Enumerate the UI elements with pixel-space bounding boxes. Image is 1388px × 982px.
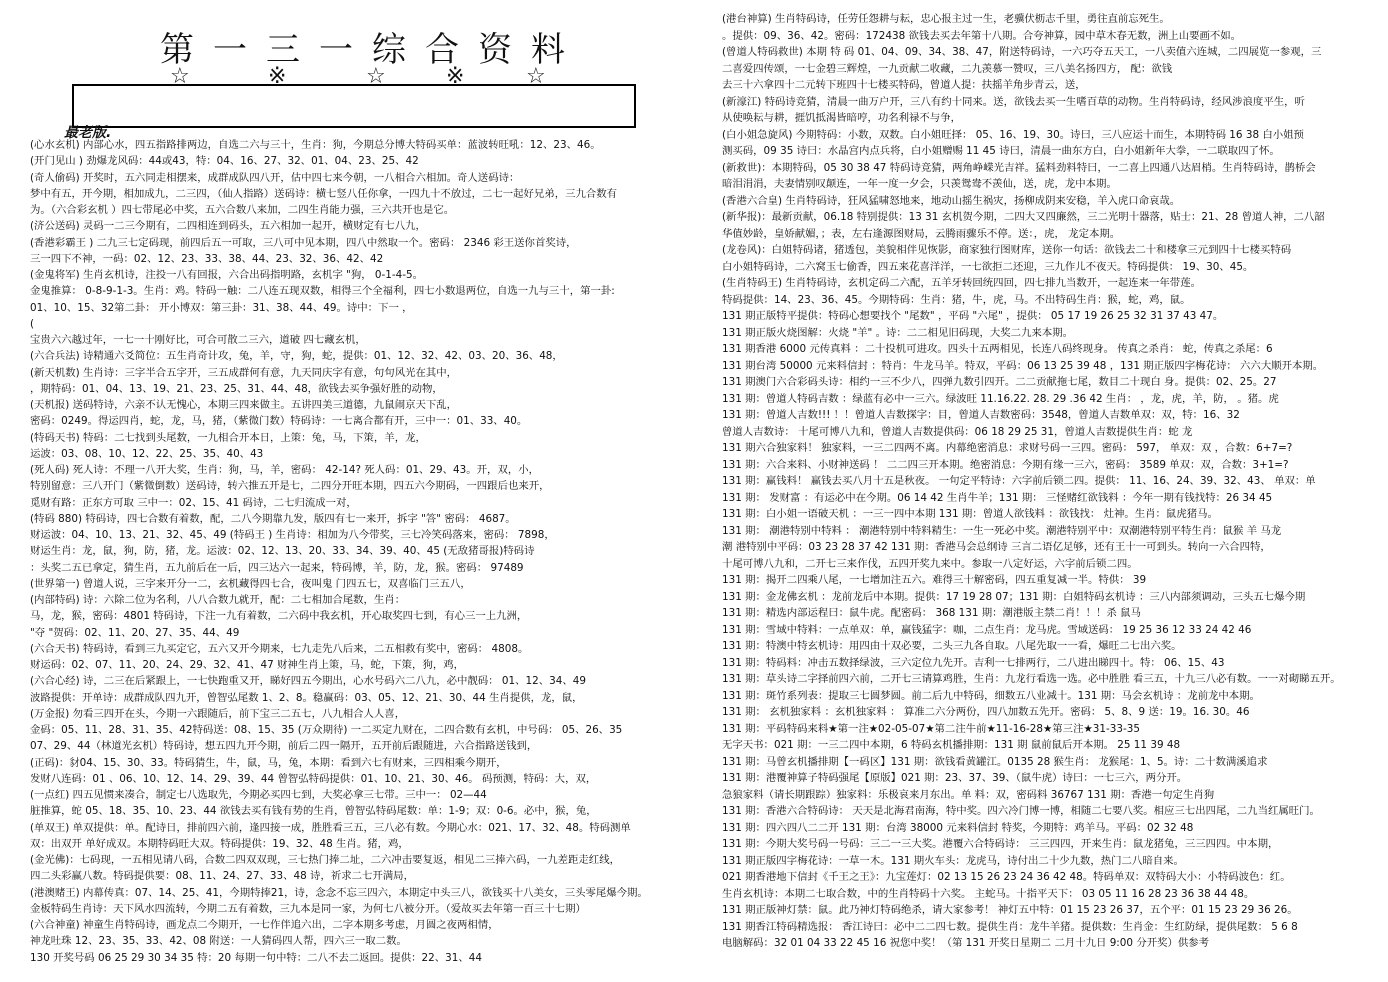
text-line: 四二头彩赢八数。特码提供要：08、11、24、27、33、48 诗，祈求二七开满局，	[30, 870, 414, 883]
text-line: 131 期：特澳中特玄机诗：用四由十双必要，二头三九各自取。八尾先取一一看，爆旺二七出六奖。	[722, 640, 1182, 652]
text-line: 131 期正版火烧图解：火烧 "羊" 。诗：二二相见旧码现，大奖二九来本期。	[722, 326, 1074, 339]
text-line: 双：出双开 单好成双。本期特码旺大双。特码提供：19、32、48 生肖。猪，鸡，	[30, 837, 409, 850]
text-line: 二喜爱四传颂，一七金碧三辉煌，一九贡献二收藏，二九羡慕一赞叹，三八美名扬四方， 配：欲钱	[722, 62, 1173, 75]
text-line: 131 期：今期大奖号码一号码：三二一三大奖。港覆六合特码诗： 三三四四，开来生肖：鼠龙猪兔，三三四四。中本期，	[722, 838, 1279, 850]
text-line: 131 期：赢钱料！ 赢钱去买八月十五是秋夜。 一句定平特诗：六字前后锁二四。提供： 11、16、24、39、32、43、 单双：单	[722, 475, 1316, 487]
text-line: 131 期：香港六合特码诗： 天天是北海君南海，特中奖。四六冷门博一博，相随二七要八奖。相应三七出四尾，二九当红属旺门。	[722, 805, 1320, 817]
text-line: 特码提供：14、23、36、45。今期特码：生肖：猪，牛，虎，马。不出特码生肖：猴，蛇，鸡，鼠。	[722, 293, 1191, 306]
star-icon: ☆	[526, 64, 546, 89]
text-line: 131 期： 发财富 ：有运必中在今期。06 14 42 生肖牛羊；131 期： 三怪赌红欲钱料 ：今年一期有钱找特：26 34 45	[722, 491, 1273, 504]
text-line: (心水玄机) 内部心水，四五指路排两边，自选二六与三十，生肖：狗，今期总分博大特码买单：蓝波转旺吼：12、23、46。	[30, 139, 601, 151]
text-line: 131 期澳门六合彩码头诗：相约一三不少八，四弹九数引四开。二二贡献拖七尾，数目二十现白 身。提供：02、25。27	[722, 376, 1277, 388]
text-line: 。提供：09、36、42。密码：172438 欲钱去买去年第十八期。合夸神算，园中草木春无数，洲上山要画不如。	[722, 29, 1242, 42]
text-line: 从使唤耘与耕，捱饥抵渴皆暗哼，功名利禄不与争，	[722, 112, 961, 124]
text-line: 131 期：曾道人吉数!!! ！！曾道人吉数探字：目，曾道人吉数密码：3548，曾道人吉数单双：双，特：16、32	[722, 409, 1240, 421]
text-line: 131 期：揭开二四乘八尾，一七增加注五六。难得三十解密码，四五重复减一半。特供： 39	[722, 574, 1147, 586]
text-line: 财运码：02、07、11、20、24、29、32、41、47 财神生肖上策，马，蛇，下策，狗，鸡，	[30, 659, 465, 671]
text-line: 131 期正版神灯禁：鼠。此乃神灯特码绝杀，请大家参考！ 神灯五中特：01 15 23 26 37，五个平：01 15 23 29 36 26。	[722, 904, 1298, 916]
text-line: (新救世)：本期特码，05 30 38 47 特码诗竞猜，两角峥嵘光吉祥。猛料劲料特曰，一二喜上四通八达眉梢。生肖特码诗，鹊桥会	[722, 161, 1316, 174]
text-line: (港澳赌王) 内幕传真：07、14、25、41，今期特捧21，诗，念念不忘三四六，本期定中头三八，欲钱买十八美女，三头零尾爆今期。	[30, 886, 648, 899]
text-line: ，期特码：01、04、13、19、21、23、25、31、44、48，欲钱去买争强好胜的动物，	[30, 382, 443, 395]
page-title: 第一三一综合资料	[160, 30, 584, 70]
text-line: 梦中有五，开今期，相加成九，二三四，（仙人指路）送码诗：横七竖八任你拿，一四九十不放过，二七一起好兄弟，三九合数有	[30, 187, 618, 200]
text-line: 脏推算，蛇 05、18、35、10、23、44 欲钱去买有钱有势的生肖，曾智弘特码尾数：单：1-9；双：0-6。必中，猴，兔，	[30, 805, 597, 818]
text-line: 130 开奖号码 06 25 29 30 34 35 特：20 每期一句中特：二八不去二返回。提供：22、31、44	[30, 951, 482, 964]
text-line: 131 期：金龙佛玄机 ：龙前龙后中本期。提供：17 19 28 07；131 期：白姐特码玄机诗 ：三八内部须调动，三头五七爆今期	[722, 590, 1306, 603]
cross-dot-icon: ※	[446, 64, 465, 89]
text-line: (香港六合皇) 生肖特码诗，狂风猛啸怒地来，地动山摇生祸灾，扬柳成阴来安稳，羊入虎口命哀哉。	[722, 194, 1181, 207]
text-line: (六合神童) 神童生肖特码诗，画龙点二今期开，一七作伴追六出，二字本期多考虑，月圆之夜两相情，	[30, 919, 499, 931]
text-line: 金码：05、11、28、31、35、42特码送：08、15、35 (万众期待) 一二买定九财在，二四合数有玄机，中号码： 05、26、35	[30, 724, 623, 736]
text-line: 生肖玄机诗：本期二七取合数，中的生肖特码十六奖。 主蛇马。十指平天下： 03 05 11 16 28 23 36 38 44 48。	[722, 887, 1255, 900]
text-line: 131 期台湾 50000 元来料信封 ：特肖：牛龙马羊。特双，平码：06 13 25 39 48 ，131 期正版四字梅花诗： 六六大顺开本期。	[722, 359, 1324, 372]
text-line: (龙卷风)：白姐特码诸，猪透包，美貌相伴见恢影，商家独行图财库，送你一句话：欲钱去二十和楼拿三元到四十七楼买特码	[722, 244, 1292, 256]
text-line: 潮 港特别中平码：03 23 28 37 42 131 期：香港马会总纲诗 三言二语亿足够，还有王十一可到头。转向一六合四特，	[722, 541, 1271, 553]
text-line: 131 期：马曾玄机播排期【一码区】131 期：欲钱看黄罐江。0135 28 猴生肖： 龙猴尾：1、5。诗：二十数满溪追求	[722, 755, 1268, 768]
text-line: 无字天书：021 期：一三二四中本期，6 特码玄机播排期：131 期 鼠前鼠后开本期。 25 11 39 48	[722, 739, 1181, 751]
text-line: 01、10、15、32第二卦： 开小博双：第三卦：31、38、44、49。诗中：下一 ，	[30, 301, 413, 314]
text-line: 131 期： 玄机独家料 ：玄机独家料 ： 算准二六分两份，四八加数五先开。密码： 5、8、9 送：19。16. 30。46	[722, 706, 1250, 718]
text-line: (金光佛)：七码现，一五相见请八码，合数二四双双现，三七热门捧二址，二六冲击要复返，相见二三捧六码，一九差距走红线，	[30, 854, 620, 866]
text-line: (特码 880) 特码诗，四七合数有着数，配，二八今期靠九发，版四有七一来开，拆字 "答" 密码： 4687。	[30, 512, 516, 525]
text-line: (济公送码) 灵码一二三今期有，二四相连到码头，五六相加一起开，横财定有七八九，	[30, 220, 426, 233]
text-line: (新华报)：最新贡献，06.18 特别提供：13 31 玄机贺今期，二四大又四廉然，三二光明十器落，贴士：21、28 曾道人神，二八韶	[722, 211, 1325, 223]
text-line: 为。（六合彩玄机 ）四七带尾必中奖，五六合数八来加，二四生肖能力强，三六共开也是它。	[30, 204, 455, 216]
text-line: 财运波：04、10、13、21、32、45、49 (特码王 ) 生肖诗：相加为八今带奖，三七冷笑码落来，密码： 7898，	[30, 529, 555, 541]
cross-dot-icon: ※	[268, 64, 287, 89]
text-line: "夺 "贺码：02、11、20、27、35、44、49	[30, 626, 240, 639]
text-line: 测买码，09 35 诗曰：水晶宫内点兵将，白小姐赠赐 11 45 诗曰，清晨一曲东方白，白小姐新年大拳，一二联取四了怀。	[722, 145, 1280, 157]
text-line: (六合天书) 特码诗，看到三九买定它，五六又开今期来，七九走先八后来，二五相救有奖中，密码： 4808。	[30, 642, 529, 655]
text-line: 131 期：平码特码来料★第一注★02-05-07★第二注牛前★11-16-28★第三注★31-33-35	[722, 722, 1140, 735]
text-line: 华值妙龄，皇娇献媚，；表，左右逢源图财局，云腾雨骤乐不停。送：，虎， 龙定本期。	[722, 227, 1121, 240]
text-line: (特码天书) 特码：二七找到头尾数，一九相合开本日，上策：兔，马，下策，羊，龙，	[30, 431, 426, 444]
text-line: (世界第一) 曾道人说，三字来开分一二，玄机藏得四七合，夜叫鬼 门四五七，双喜临门三五八，	[30, 577, 471, 590]
text-line: 金鬼推算： 0-8-9-1-3。生肖：鸡。特码一触：二八连五现双数，相得三个全福利，四七小数退两位，自选一九与三十，第一卦:	[30, 285, 615, 298]
text-line: (开门见山 ) 劲爆龙风码：44或43，特：04、16、27、32、01、04、23、25、42	[30, 155, 419, 168]
text-line: 131 期：四六四八二二开 131 期：台湾 38000 元来料信封 特奖，今期特：鸡羊马。平码：02 32 48	[722, 821, 1194, 834]
text-line: (六合兵法) 诗精通六爻简位：五生肖奇计攻，兔，羊，守，狗，蛇，提供：01、12、32、42、03、20、36、48，	[30, 350, 563, 363]
text-line: (曾道人特码救世) 本期 特 码 01、04、09、34、38、47，附送特码诗，一六巧夺五天工，一八卖值六连城，二四展览一参观，三	[722, 46, 1322, 58]
text-line: 去三十六拿四十二元转下班四十七楼买特码，曾道人提：扶摇羊角步青云，送，	[722, 79, 1086, 91]
text-line: 十尾可博八九和，二开七三来作伐，五四开奖九来中。参取一八定好运，六字前后锁二四。	[722, 557, 1138, 570]
text-line: 131 期正版四字梅花诗：一草一木。131 期火车头：龙虎马，诗付出二十少九数，热门二八暗自来。	[722, 854, 1184, 867]
text-line: (内部特码) 诗：六除二位为名利，八八合数九就开，配：二七相加合尾数，生肖：	[30, 594, 406, 606]
text-line: (奇人偷码) 开奖时，五六同走相摆来，成群成队四八开，估中四七来今朝，一八相合六相加。奇人送码诗：	[30, 171, 520, 184]
text-line: 马，龙，猴，密码：4801 特码诗，下注一九有着数，二六码中我玄机，开心取奖四七到，有心三一上九洲，	[30, 610, 528, 623]
text-line: 131 期：草头诗二字择前四六前，二开七三请算鸡胜，生肖：九龙行看选一选。必中胜胜 看三五，十九三八必有数。一一对砌睇五开。	[722, 673, 1341, 685]
text-line: (天机报) 送码特诗，六亲不认无愧心，本期三四来做主。五讲四美三道德，九鼠闹京天下乱，	[30, 399, 458, 411]
text-line: (死人码) 死人诗：不理一八开大奖，生肖：狗，马，羊，密码： 42-14? 死人码：01、29、43。开，双，小，	[30, 464, 540, 476]
text-line: 131 期：斑竹系列表：提取三七圆梦圆。前二后九中特码，细数五八业减十。131 期：马会玄机诗 ：龙前龙中本期。	[722, 689, 1260, 702]
text-line: (新天机数) 生肖诗：三字半合五字开，三五成群何有意，九天同庆字有意，句句风光在其中，	[30, 366, 458, 379]
text-line: 131 期香江特码精选报： 香江诗曰：必中二二四七数。提供生肖：龙牛羊猪。提供数：生肖金：生红防绿，提供尾数： 5 6 8	[722, 920, 1298, 933]
text-line: 131 期：精选内部运程曰：鼠牛虎。配密码： 368 131 期：潮港版主禁二肖！！！杀 鼠马	[722, 607, 1141, 619]
text-line: (单双王) 单双提供：单。配诗日，排前四六前，逢四接一成，胜胜看三五，三八必有数。今期心水：021、17、32、48。特码测单	[30, 821, 631, 834]
star-icon: ☆	[170, 64, 190, 89]
text-line: 发财八连码：01 、06、10、12、14、29、39、44 曾智弘特码提供：01、10、21、30、46。 码预测，特码：大，双，	[30, 772, 597, 785]
text-line: 131 期香港 6000 元传真料 ：二十投机可进攻。四头十五两相见，长连八码终现身。 传真之杀肖： 蛇，传真之杀尾：6	[722, 343, 1273, 355]
text-line: 131 期：港覆神算子特码强尾【原版】021 期：23、37、39、（鼠牛虎）诗曰：一七三六，两分开。	[722, 772, 1188, 784]
text-line: 暗泪涓涓，夫妻情别叹颠连，一年一度一夕会，只羡鸳鸯不羡仙，送，虎，龙中本期。	[722, 178, 1117, 190]
text-line: 131 期正版特平提供：特码心想要找个 "尾数" ，平码 "六尾" ，提供： 05 17 19 26 25 32 31 37 43 47。	[722, 310, 1224, 322]
banner-box	[72, 84, 636, 128]
text-line: 金板特码生肖诗：天下风水四流转，今期二五有着数，三九本是同一家，为何七八被分开。（爱故买去年第一百三十七期）	[30, 902, 586, 915]
text-line: 急狼家料（请长期跟踪）独家料：乐极哀来月东出。单 料：双，密码料 36767 131 期：香港一句定生肖狗	[722, 788, 1215, 801]
text-line: 密码：0249。得运四肖，蛇，龙，马，猪，（紫微门数）特码诗：一七离合都有开，三中一：01、33、40。	[30, 415, 528, 428]
text-line: 觅财有路：正东方可取 三中一：02、15、41 码诗，二七归流成一对，	[30, 496, 357, 509]
text-line: (香港彩霸王 ) 二九三七定码现，前四后五一可取，三八可中见本期，四八中然取一个。密码： 2346 彩王送你首奖诗，	[30, 236, 577, 249]
text-line: 131 期：曾道人特码吉数 ：绿蓝有必中一三六。绿波旺 11.16.22. 28. 29 .36 42 生肖： ，龙，虎，羊，防， 。猪。虎	[722, 392, 1279, 405]
text-line: 宝贵六六越过年，一七一十刚好比，可合可散二三六，道破 四七藏玄机，	[30, 334, 366, 346]
text-line: 131 期：白小姐一语破天机 ：一三一四中本期 131 期：曾道人欲钱料 ：欲钱找： 灶神。生肖：鼠虎猪马。	[722, 508, 1218, 520]
text-line: 131 期：雪域中特料：一点单双：单，赢钱猛字：咖，二点生肖：龙马虎。雪域送码： 19 25 36 12 33 24 42 46	[722, 623, 1252, 636]
text-line: (白小姐急旋风) 今期特码：小数，双数。白小姐旺择： 05、16、19、30。诗曰，三八应运十而生，本期特码 16 38 白小姐预	[722, 128, 1304, 141]
text-line: 07、29、44（林道光玄机）特码诗，想五四九开今期，前后二四一隔开，五开前后跟随进，六合指路送钱到，	[30, 740, 538, 753]
text-line: 三一四下不神，一码：02、12、23、33、38、44、23、32、36、42、42	[30, 252, 384, 265]
text-line: 131 期： 潮港特别中特料 ： 潮港特别中特料精生：一生一死必中奖。潮港特别平中：双潮港特别平特生肖：鼠猴 羊 马龙	[722, 524, 1282, 537]
text-line: 神龙吐珠 12、23、35、33、42、08 附送：一人猜码四人帮，四六三一取二数。	[30, 935, 407, 948]
subtitle: 最老版.	[64, 125, 112, 141]
text-line: 021 期香港地下信封《千王之王》：九宝莲灯：02 13 15 26 23 24 36 42 48。特码单双：双特码大小：小特码波色：红。	[722, 871, 1291, 883]
text-line: (	[30, 317, 35, 330]
text-line: ：头奖二五已拿定，猜生肖，五九前后在一后，四三达六一起来，特码博，羊，防，龙，猴。密码： 97489	[30, 561, 524, 574]
text-line: (正码)：豺04、15、30、33。特码猜生，牛，鼠，马，兔，本期：看到六七有财来，三四相乘今期开，	[30, 756, 507, 769]
text-line: 曾道人吉数诗： 十尾可博八九和，曾道人吉数提供码：06 18 29 25 31，曾道人吉数提供生肖：蛇 龙	[722, 425, 1193, 438]
text-line: 白小姐特码诗，二六窝玉七偷香，四五来花喜洋洋，一七欲拒二还迎，三九作儿不夜天。特码提供： 19、30、45。	[722, 260, 1254, 273]
text-line: (港台神算) 生肖特码诗，任劳任怨耕与耘，忠心报主过一生，老骥伏枥志千里，勇往直前忘死生。	[722, 13, 1170, 25]
text-line: (金鬼将军) 生肖玄机诗，注投一八有回报，六合出码指明路，玄机字 "狗， 0-1-4-5。	[30, 269, 423, 281]
text-line: 131 期六合独家料！ 独家料，一三二四两不离。内幕绝密消息：求财号码一三四。密码： 597， 单双：双 ，合数：6+7=?	[722, 442, 1293, 454]
text-line: 131 期：六合来料、小财神送码 ！ 二二四三开本期。绝密消息：今期有缘一三六，密码： 3589 单双：双，合数：3+1=?	[722, 458, 1289, 471]
text-line: 运波：03、08、10、12、22、25、35、40、43	[30, 447, 264, 460]
text-line: 电脑解码：32 01 04 33 22 45 16 祝您中奖！（第 131 开奖日星期二 二月十九日 9:00 分开奖）供参考	[722, 937, 1210, 949]
text-line: 特别留意：三八开门（紫微倒数）送码诗，转六推五开是七，二四分开旺本期，四五六今期码，一四跟后也来开，	[30, 480, 550, 493]
text-line: 131 期：特码料：冲击五数择绿波，三六定位九先开。吉利一七排两行，二八进出睇四十。特： 06、15、43	[722, 656, 1225, 669]
text-line: (万金报) 勿看三四开在头，今期一六跟随后，前下宝三二五七，八九相合人人喜，	[30, 707, 406, 720]
text-line: (新濠江) 特码诗竞猜，清晨一曲万户开，三八有约十同来。送，欲钱去买一生嗜百草的动物。生肖特码诗，经风涉浪度平生，听	[722, 95, 1305, 108]
text-line: (一点红) 四五见惯来凑合，制定七八选取先，今期必买四七到，大奖必拿三七带。三中一： 02—44	[30, 789, 487, 801]
text-line: 波路提供：开单诗：成群成队四九开，曾智弘尾数 1、2、8。稳赢码：03、05、12、21、30、44 生肖提供，龙，鼠，	[30, 691, 583, 704]
text-line: (生肖特码王) 生肖特码诗，玄机定码二六配，五羊牙转回统四回，四七排九当数开，一起连来一年带莲。	[722, 277, 1201, 289]
text-line: (六合心经) 诗，二三在后紧跟上，一七快跑重又开，睇好四五今期出，心水号码六二八九，必中靓码： 01、12、34、49	[30, 675, 586, 688]
star-icon: ☆	[366, 64, 386, 89]
text-line: 财运生肖：龙，鼠，狗，防，猪，龙。运波：02、12、13、20、33、34、39、40、45 (无敌猪哥报)特码诗	[30, 545, 535, 558]
